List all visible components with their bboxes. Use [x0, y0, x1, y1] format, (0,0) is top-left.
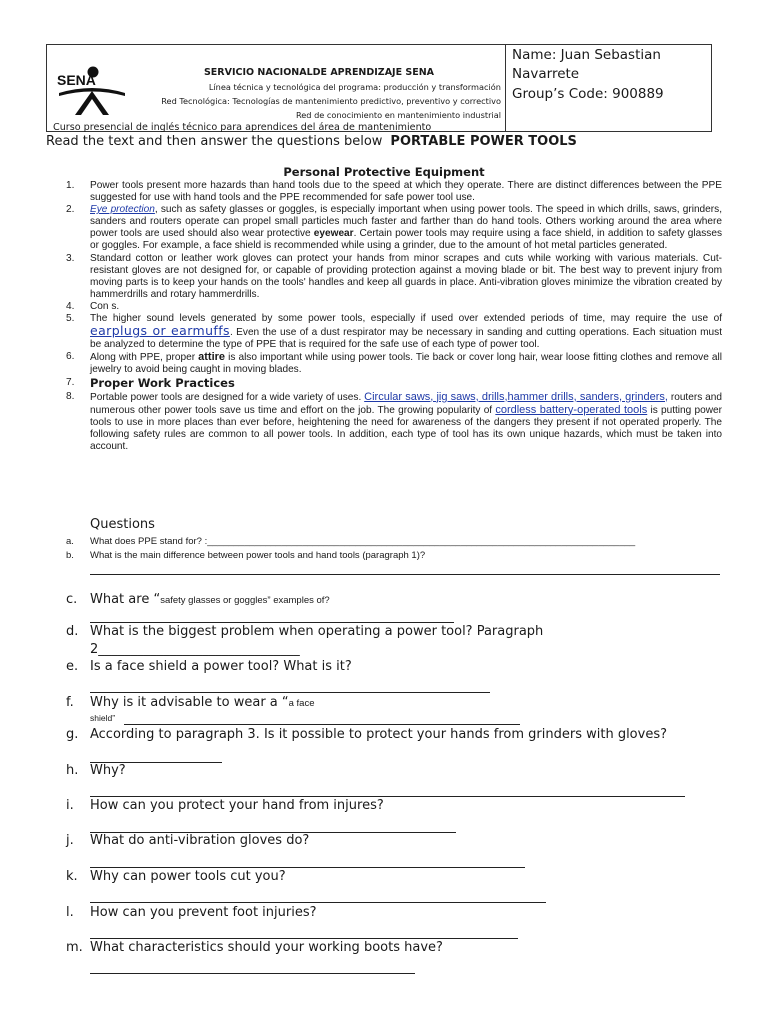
paragraph-text: Con s.	[90, 300, 120, 312]
paragraph-text: Portable power tools are designed for a wide variety of uses.	[90, 391, 365, 403]
question-text: 2_______________________________	[90, 642, 300, 657]
paragraph-text: Along with PPE, proper	[90, 352, 199, 364]
question-text: What does PPE stand for? :_________________________________________________________________________________	[90, 536, 636, 547]
question-label: i.	[66, 798, 74, 813]
question-label: c.	[66, 592, 78, 607]
paragraph-text: Power tools present more hazards than hand tools due to the speed at which they operate. There are distinct differences between the PPE suggested for use with hand tools and the PPE recommended for safe power tool use.	[90, 180, 722, 204]
instructions-line	[46, 134, 577, 149]
question-label: j.	[66, 833, 74, 848]
paragraph-text: Standard cotton or leather work gloves can protect your hands from minor scrapes and cuts while working with various materials. Cut-resistant gloves are not designed for, or capable of providing protection against a moving blade or bit. The best way to prevent injury from moving parts is to keep your hands on the tools' handles and keep all guards in place. Anti-vibration gloves minimize the vibration created by hammerdrills and rotary hammerdrills.	[90, 252, 722, 300]
paragraph-number: 7.	[66, 376, 75, 388]
paragraph-4	[66, 301, 722, 313]
knowledge-network-line: Red de conocimiento en mantenimiento industrial	[295, 110, 501, 120]
paragraph-1	[66, 180, 722, 204]
question-label: g.	[66, 727, 79, 742]
question-text-small: safety glasses or goggles” examples of?	[160, 595, 330, 606]
question-label: a.	[66, 536, 74, 547]
paragraph-3	[66, 253, 722, 301]
eye-protection-link[interactable]: Eye protection	[90, 204, 155, 216]
paragraph-2	[66, 204, 722, 252]
paragraph-text: routers and numerous other power tools save us time and effort on the job. The growing popularity of	[90, 391, 722, 416]
question-text: What do anti-vibration gloves do?	[90, 833, 310, 848]
question-text-small: shield”	[90, 713, 116, 723]
network-line: Red Tecnológica: Tecnologías de mantenimiento predictivo, preventivo y correctivo	[161, 96, 501, 106]
paragraph-number: 1.	[66, 180, 75, 191]
tools-list-link[interactable]: Circular saws, jig saws, drills,hammer drills, sanders, grinders,	[364, 390, 668, 403]
document-header	[46, 44, 712, 132]
question-text: What is the main difference between power tools and hand tools (paragraph 1)?	[90, 550, 426, 561]
paragraph-number: 5.	[66, 313, 75, 325]
paragraph-5	[66, 313, 722, 351]
question-text: According to paragraph 3. Is it possible to protect your hands from grinders with gloves?	[90, 727, 668, 742]
question-label: f.	[66, 695, 74, 710]
program-line: Línea técnica y tecnológica del programa: producción y transformación	[208, 82, 501, 92]
paragraph-text: is also important while using power tools. Tie back or cover long hair, wear loose fitting clothes and remove all jewelry to avoid being caught in moving blades.	[90, 352, 722, 376]
question-text: How can you prevent foot injuries?	[90, 905, 317, 920]
student-info-block	[506, 45, 711, 131]
question-text: How can you protect your hand from injures?	[90, 798, 384, 813]
instructions-text: Read the text and then answer the questions below	[46, 134, 383, 149]
eyewear-bold-word: eyewear	[313, 228, 354, 240]
student-name-line-2: Navarrete	[512, 66, 580, 82]
document-title: PORTABLE POWER TOOLS	[390, 134, 577, 149]
reading-paragraphs	[66, 180, 722, 453]
question-text-small: a face	[288, 698, 315, 709]
questions-heading: Questions	[90, 517, 155, 532]
answer-line-j[interactable]	[90, 867, 525, 868]
paragraph-text: , such as safety glasses or goggles, is especially important when using power tools. The speed in which drills, saws, grinders, sanders and routers operate can propel small particles much faster and farther than do hand tools. Others working around the area where power tools are used should also wear protective	[90, 204, 723, 240]
answer-line-f[interactable]	[124, 724, 520, 725]
paragraph-number: 8.	[66, 390, 75, 402]
course-line: Curso presencial de inglés técnico para aprendices del área de mantenimiento	[53, 122, 432, 133]
question-text: Is a face shield a power tool? What is it?	[90, 659, 352, 674]
paragraph-number: 3.	[66, 252, 75, 264]
section-title: Personal Protective Equipment	[283, 165, 485, 179]
answer-line-l[interactable]	[90, 938, 518, 939]
answer-line-k[interactable]	[90, 902, 546, 903]
answer-line-c[interactable]	[90, 622, 454, 623]
question-label: d.	[66, 624, 79, 639]
question-text: What is the biggest problem when operating a power tool? Paragraph	[90, 624, 544, 639]
answer-line-e[interactable]	[90, 692, 490, 693]
paragraph-number: 4.	[66, 300, 75, 312]
answer-line-h[interactable]	[90, 796, 685, 797]
question-label: k.	[66, 869, 78, 884]
question-text: Why is it advisable to wear a “	[90, 695, 289, 710]
paragraph-text: . Certain power tools may require using a face shield, in addition to safety glasses or goggles. For example, a face shield is recommended while using a grinder, due to the amount of hot metal particles generated.	[90, 228, 722, 252]
answer-line-b[interactable]	[90, 574, 720, 575]
institution-block	[47, 45, 506, 131]
paragraph-text: . Even the use of a dust respirator may be necessary in sanding and cutting operations. Each situation must be analyzed to determine the type of PPE that is required for the safe use of each type of power tool.	[90, 327, 722, 351]
work-practices-heading: Proper Work Practices	[90, 375, 235, 390]
question-label: m.	[66, 940, 83, 955]
earplugs-link[interactable]: earplugs or earmuffs	[90, 323, 230, 339]
paragraph-text: is putting power tools to use in more places than ever before, heightening the need for awareness of the dangers they present if not operated properly. The following safety rules are common to all power tools. In addition, each type of tool has its own unique hazards, which must be taken into account.	[90, 404, 722, 452]
attire-bold-word: attire	[198, 351, 226, 364]
sena-logo-text: SENA	[57, 72, 96, 88]
paragraph-7	[66, 377, 722, 391]
question-label: b.	[66, 550, 74, 561]
institution-title: SERVICIO NACIONALDE APRENDIZAJE SENA	[203, 67, 435, 78]
answer-line-m[interactable]	[90, 973, 415, 974]
question-text: Why?	[90, 763, 126, 778]
question-label: l.	[66, 905, 74, 920]
question-text: Why can power tools cut you?	[90, 869, 286, 884]
question-text: What are “	[90, 592, 161, 607]
paragraph-number: 6.	[66, 351, 75, 363]
paragraph-8	[66, 391, 722, 453]
paragraph-text: The higher sound levels generated by some power tools, especially if used over extended periods of time, may require the use of	[90, 313, 722, 325]
cordless-tools-link[interactable]: cordless battery-operated tools	[495, 403, 648, 416]
question-label: h.	[66, 763, 79, 778]
student-name-line-1: Name: Juan Sebastian	[512, 47, 661, 63]
sena-logo	[55, 65, 129, 117]
paragraph-6	[66, 351, 722, 376]
question-label: e.	[66, 659, 79, 674]
paragraph-number: 2.	[66, 204, 75, 216]
group-code: Group’s Code: 900889	[512, 86, 664, 102]
question-text: What characteristics should your working boots have?	[90, 940, 443, 955]
